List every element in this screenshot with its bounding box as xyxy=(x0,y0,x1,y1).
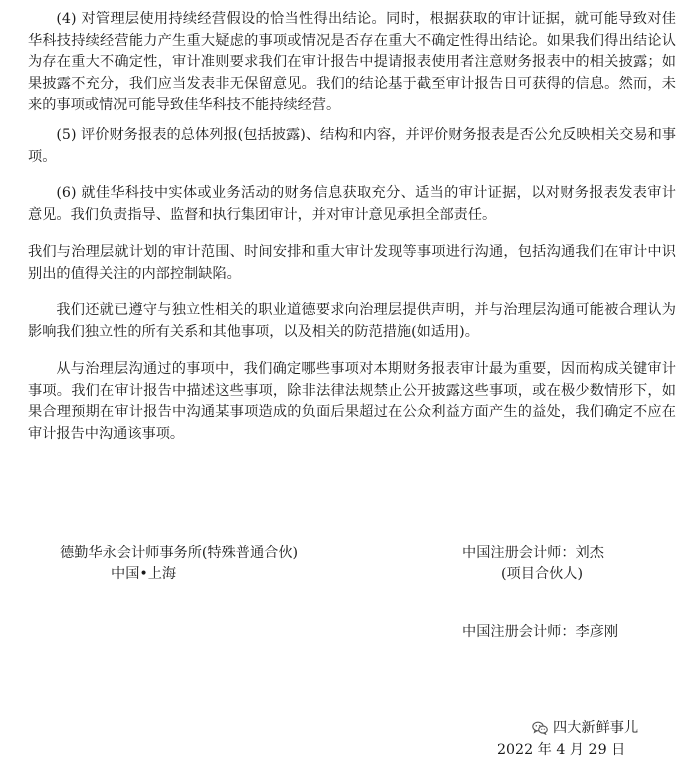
cpa-partner-role: (项目合伙人) xyxy=(501,566,584,582)
firm-name: 德勤华永会计师事务所(特殊普通合伙) xyxy=(60,545,299,561)
report-date: 2022 年 4 月 29 日 xyxy=(497,742,626,758)
paragraph-overall-presentation: (5) 评价财务报表的总体列报(包括披露)、结构和内容，并评价财务报表是否公允反映相关交易和事项。 xyxy=(28,127,676,165)
cpa-partner-signature: 中国注册会计师：刘杰 xyxy=(462,545,604,561)
paragraph-group-audit: (6) 就佳华科技中实体或业务活动的财务信息获取充分、适当的审计证据，以对财务报表发表审计意见。我们负责指导、监督和执行集团审计，并对审计意见承担全部责任。 xyxy=(28,185,676,223)
wechat-icon xyxy=(532,721,548,735)
paragraph-key-audit-matters: 从与治理层沟通过的事项中，我们确定哪些事项对本期财务报表审计最为重要，因而构成关键审计事项。我们在审计报告中描述这些事项，除非法律法规禁止公开披露这些事项，或在极少数情形下，如果合理预期在审计报告中沟通某事项造成的负面后果超过在公众利益方面产生的益处，我们确定不应在审计报告中沟通该事项。 xyxy=(28,361,676,442)
watermark xyxy=(532,719,638,737)
paragraph-going-concern: (4) 对管理层使用持续经营假设的恰当性得出结论。同时，根据获取的审计证据，就可能导致对佳华科技持续经营能力产生重大疑虑的事项或情况是否存在重大不确定性得出结论。如果我们得出结论认为存在重大不确定性，审计准则要求我们在审计报告中提请报表使用者注意财务报表中的相关披露；如果披露不充分，我们应当发表非无保留意见。我们的结论基于截至审计报告日可获得的信息。然而，未来的事项或情况可能导致佳华科技不能持续经营。 xyxy=(28,11,676,113)
firm-location: 中国•上海 xyxy=(111,566,177,582)
watermark-text: 四大新鲜事儿 xyxy=(553,720,639,736)
cpa-second-signature: 中国注册会计师：李彦刚 xyxy=(462,624,619,640)
paragraph-governance-communication: 我们与治理层就计划的审计范围、时间安排和重大审计发现等事项进行沟通，包括沟通我们在审计中识别出的值得关注的内部控制缺陷。 xyxy=(28,244,676,282)
paragraph-independence: 我们还就已遵守与独立性相关的职业道德要求向治理层提供声明，并与治理层沟通可能被合理认为影响我们独立性的所有关系和其他事项，以及相关的防范措施(如适用)。 xyxy=(28,302,676,340)
